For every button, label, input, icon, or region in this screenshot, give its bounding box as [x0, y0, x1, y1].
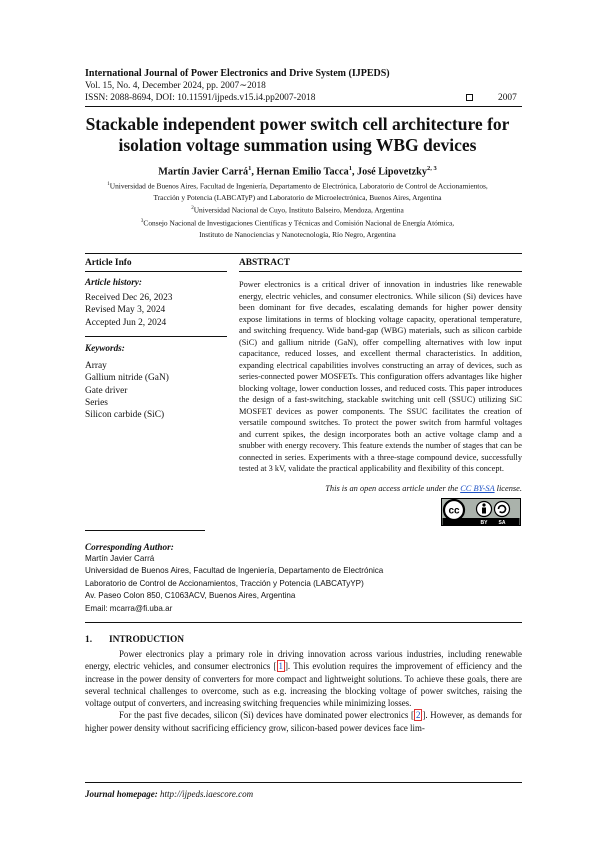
affiliation-line: Instituto de Nanociencias y Nanotecnología, Río Negro, Argentina	[199, 230, 396, 240]
author-sup: 1	[248, 165, 252, 172]
history-list	[85, 292, 172, 329]
keyword-item: Gate driver	[85, 385, 128, 396]
volume-line: Vol. 15, No. 4, December 2024, pp. 2007∼2018	[85, 81, 266, 91]
affiliations	[60, 179, 535, 240]
author-name: José Lipovetzky	[357, 166, 427, 178]
intro-paragraph: For the past five decades, silicon (Si) devices have dominated power electronics [ 2 ]. However, as demands for higher power density without sacrificing efficiency grow, silicon-based power devices face lim-	[85, 710, 522, 733]
journal-name: International Journal of Power Electronics and Drive System (IJPEDS)	[85, 68, 390, 79]
homepage-label: Journal homepage:	[85, 789, 158, 799]
corresponding-line: Martín Javier Carrá	[85, 554, 155, 563]
abstract-rule	[239, 271, 522, 272]
author-sup: 2, 3	[426, 165, 437, 172]
footer-rule	[85, 782, 522, 783]
author-list: Martín Javier Carrá$^1$, Hernan Emilio Tacca$^1$, José Lipovetzky$^{2, 3}$	[158, 165, 437, 178]
license-link[interactable]: CC BY-SA	[460, 484, 495, 493]
affiliation-line: $^3$Consejo Nacional de Investigaciones Científicas y Técnicas and Comisión Nacional de Energía Atómica,	[140, 218, 455, 228]
keyword-item: Silicon carbide (SiC)	[85, 410, 165, 421]
keyword-item: Array	[85, 361, 107, 371]
history-item: Accepted Jun 2, 2024	[85, 317, 167, 328]
abstract-text: Power electronics is a critical driver of innovation in industries like renewable energy, electric vehicles, and consumer electronics. While silicon (Si) devices have been dominant for five decades, escalating demands for higher power density expose limitations in terms of blocking voltage capacity, operational temperature, and switching frequency. Wide band-gap (WBG) materials, such as silicon carbide (SiC) and gallium nitride (GaN), offer compelling alternatives with low input capacitance, reduced losses, and excellent thermal characteristics. In addition, expanding electrical capabilities involves constructing an array of devices, such as series-connected power MOSFETs. This configuration offers advantages like higher blocking voltage, lower conduction losses, and reduced costs. This paper introduces the design of a fast-switching, stackable switching unit cell (SSUC) utilizing SiC MOSFET devices as power components. The SSUC facilitates the creation of versatile compound switches. To protect the power switch from harmful voltages and current spikes, the design incorporates both an active voltage clamp and a snubber with energy recovery. This feature extends the number of stages that can be connected in series. Experiments with a three-stage compound device, successfully tested at 3 kV, validate the practical applicability and flexibility of this concept.	[239, 280, 522, 473]
intro-paragraph: Power electronics play a primary role in driving innovation across various industries, including renewable energy, electric vehicles, and consumer electronics [ 1 ]. This evolution requires the improvement of efficiency and the increase in the power density of converters for more compact and lightweight solutions. To achieve these goals, there are several technical challenges to overcome, such as e.g. increasing the blocking voltage of power switches, raising the voltage output of converters, and increasing switching frequencies while minimizing losses.	[85, 649, 522, 709]
corresponding-email[interactable]: Email: mcarra@fi.uba.ar	[85, 603, 173, 613]
section-top-rule	[85, 253, 522, 254]
keywords-rule	[85, 336, 227, 337]
section-number: 1.	[85, 635, 93, 645]
history-item: Received Dec 26, 2023	[85, 293, 173, 303]
affiliation-line: Tracción y Potencia (LABCATyP) and Laboratorio de Microelectrónica, Buenos Aires, Argentina	[153, 192, 442, 202]
corresponding-label: Corresponding Author:	[85, 542, 174, 552]
cc-by-sa-badge-icon[interactable]	[441, 498, 521, 526]
corresponding-line: Av. Paseo Colon 850, C1063ACV, Buenos Aires, Argentina	[85, 591, 296, 601]
sa-badge-label: SA	[498, 520, 506, 526]
header-rule	[85, 106, 522, 107]
affiliation-line: $^2$Universidad Nacional de Cuyo, Instituto Balseiro, Mendoza, Argentina	[191, 205, 404, 215]
keyword-item: Series	[85, 397, 108, 408]
paper-title: Stackable independent power switch cell architecture for isolation voltage summation using WBG devices	[85, 114, 510, 155]
history-label: Article history:	[85, 277, 142, 287]
abstract-heading: ABSTRACT	[239, 258, 291, 268]
open-access-note: This is an open access article under the CC BY-SA license.	[325, 484, 522, 493]
keyword-item: Gallium nitride (GaN)	[85, 373, 169, 384]
corresponding-line: Universidad de Buenos Aires, Facultad de Ingeniería, Departamento de Electrónica	[85, 566, 384, 576]
keywords-label: Keywords:	[85, 343, 125, 353]
journal-homepage	[85, 789, 253, 799]
section-bottom-rule	[85, 622, 522, 623]
affiliation-line: $^1$Universidad de Buenos Aires, Facultad de Ingeniería, Departamento de Electrónica, Laboratorio de Control de Accionamientos,	[107, 181, 488, 191]
history-item: Revised May 3, 2024	[85, 305, 166, 316]
author-name: Hernan Emilio Tacca	[256, 166, 349, 178]
page-number: 2007	[498, 93, 517, 103]
intro-heading	[85, 635, 184, 645]
author-name: Martín Javier Carrá	[158, 166, 249, 178]
square-icon	[466, 94, 473, 101]
homepage-link[interactable]: http://ijpeds.iaescore.com	[160, 789, 254, 799]
section-title: INTRODUCTION	[109, 635, 185, 645]
citation-link[interactable]: 2	[416, 710, 421, 721]
corresponding-line: Laboratorio de Control de Accionamientos, Tracción y Potencia (LABCATyYP)	[85, 578, 364, 588]
by-badge-label: BY	[480, 520, 488, 526]
info-rule	[85, 271, 227, 272]
cc-badge-label: cc	[448, 505, 460, 517]
keywords-list	[85, 360, 169, 421]
article-info-heading: Article Info	[85, 258, 132, 268]
corresponding-details	[85, 553, 383, 615]
issn-line: ISSN: 2088-8694, DOI: 10.11591/ijpeds.v15.i4.pp2007-2018	[85, 93, 316, 103]
citation-link[interactable]: 1	[278, 661, 283, 672]
intro-body	[85, 648, 522, 734]
author-sup: 1	[348, 165, 352, 172]
corr-rule	[85, 530, 205, 531]
